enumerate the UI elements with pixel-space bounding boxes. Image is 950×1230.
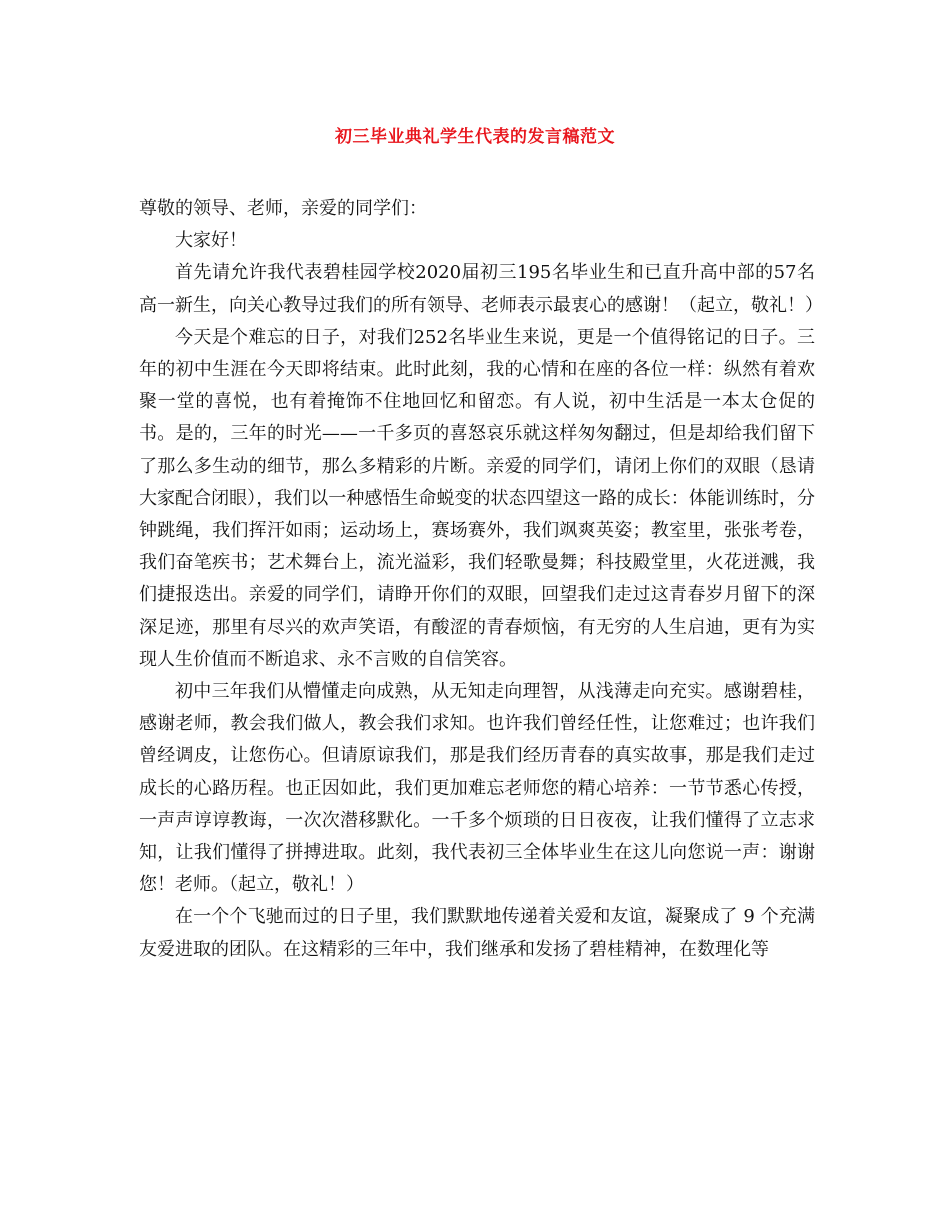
document-body <box>139 193 823 966</box>
paragraph-memories: 今天是个难忘的日子，对我们252名毕业生来说，更是一个值得铭记的日子。三年的初中生涯在今天即将结束。此时此刻，我的心情和在座的各位一样：纵然有着欢聚一堂的喜悦，也有着掩饰不住地回忆和留恋。有人说，初中生活是一本太仓促的书。是的，三年的时光——一千多页的喜怒哀乐就这样匆匆翻过，但是却给我们留下了那么多生动的细节，那么多精彩的片断。亲爱的同学们，请闭上你们的双眼（恳请大家配合闭眼），我们以一种感悟生命蜕变的状态四望这一路的成长：体能训练时，分钟跳绳，我们挥汗如雨；运动场上，赛场赛外，我们飒爽英姿；教室里，张张考卷，我们奋笔疾书；艺术舞台上，流光溢彩，我们轻歌曼舞；科技殿堂里，火花迸溅，我们捷报迭出。亲爱的同学们，请睁开你们的双眼，回望我们走过这青春岁月留下的深深足迹，那里有尽兴的欢声笑语，有酸涩的青春烦恼，有无穷的人生启迪，更有为实现人生价值而不断追求、永不言败的自信笑容。 <box>139 326 815 670</box>
paragraph-thanks: 首先请允许我代表碧桂园学校2020届初三195名毕业生和已直升高中部的57名高一新生，向关心教导过我们的所有领导、老师表示最衷心的感谢！（起立，敬礼！） <box>139 262 823 316</box>
paragraph-friendship: 在一个个飞驰而过的日子里，我们默默地传递着关爱和友谊，凝聚成了 9 个充满友爱进取的团队。在这精彩的三年中，我们继承和发扬了碧桂精神，在数理化等 <box>139 906 815 960</box>
paragraph-gratitude-teachers: 初中三年我们从懵懂走向成熟，从无知走向理智，从浅薄走向充实。感谢碧桂，感谢老师，教会我们做人，教会我们求知。也许我们曾经任性，让您难过；也许我们曾经调皮，让您伤心。但请原谅我们，那是我们经历青春的真实故事，那是我们走过成长的心路历程。也正因如此，我们更加难忘老师您的精心培养：一节节悉心传授，一声声谆谆教诲，一次次潜移默化。一千多个烦琐的日日夜夜，让我们懂得了立志求知，让我们懂得了拼搏进取。此刻，我代表初三全体毕业生在这儿向您说一声：谢谢您！老师。（起立，敬礼！） <box>139 681 815 896</box>
paragraph-greeting: 大家好！ <box>175 230 247 252</box>
salutation: 尊敬的领导、老师，亲爱的同学们： <box>139 198 427 219</box>
document-title: 初三毕业典礼学生代表的发言稿范文 <box>335 127 615 147</box>
